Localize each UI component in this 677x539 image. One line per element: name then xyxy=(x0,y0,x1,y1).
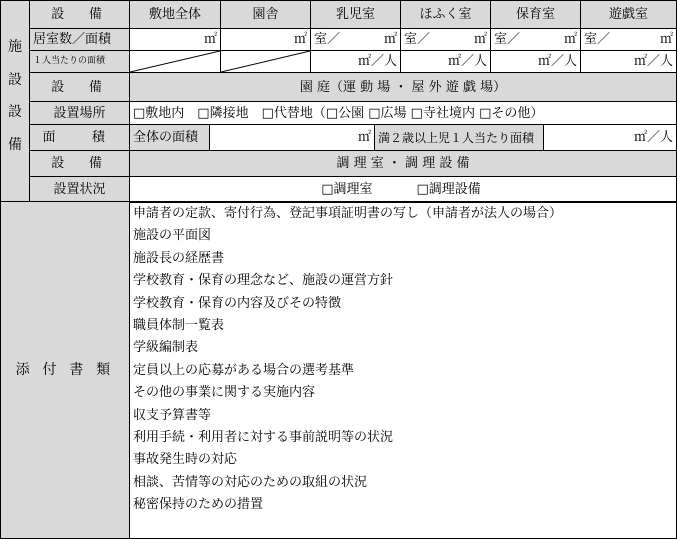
attachment-item: 利用手続・利用者に対する事前説明等の状況 xyxy=(133,429,394,445)
building-per-person-diagonal xyxy=(220,50,311,73)
attachment-item: 申請者の定款、寄付行為、登記事項証明書の写し（申請者が法人の場合） xyxy=(133,206,563,221)
kitchen-status-label: 設置状況 xyxy=(29,176,130,202)
garden-per-child-area-label: 満２歳以上児１人当たり面積 xyxy=(374,124,544,151)
garden-total-area-label: 全体の面積 xyxy=(129,124,210,151)
garden-location-label: 設置場所 xyxy=(29,101,130,125)
attachment-item: 事故発生時の対応 xyxy=(133,452,238,468)
attachment-item: 施設長の経歴書 xyxy=(133,250,225,266)
attachment-item: 相談、苦情等の対応のための取組の状況 xyxy=(133,474,368,490)
attachments-label: 添 付 書 類 xyxy=(0,201,130,539)
col-header-building: 園舎 xyxy=(220,0,311,29)
garden-location-options[interactable]: □敷地内 □隣接地 □代替地（□公園 □広場 □寺社境内 □その他） xyxy=(129,101,677,125)
garden-title: 園 庭（運 動 場 ・ 屋 外 遊 戯 場） xyxy=(129,72,677,102)
unit-sqm: ㎡ xyxy=(563,32,577,47)
unit-room: 室／ xyxy=(494,32,521,47)
diagonal-line xyxy=(130,51,220,72)
unit-per-person: ㎡／人 xyxy=(633,130,673,145)
garden-header-label: 設 備 xyxy=(29,72,130,102)
unit-per-person: ㎡／人 xyxy=(447,54,487,69)
nursery-room-per-person-cell[interactable] xyxy=(490,50,581,73)
attachment-item: 施設の平面図 xyxy=(133,228,212,244)
attachment-item: 学校教育・保育の内容及びその特徴 xyxy=(133,295,342,311)
attachment-item: 学校教育・保育の理念など、施設の運営方針 xyxy=(133,273,394,289)
room-count-area-label: 居室数／面積 xyxy=(29,28,130,51)
garden-per-child-area-cell[interactable] xyxy=(543,124,677,151)
attachment-item: 職員体制一覧表 xyxy=(133,317,225,333)
col-header-crawling-room: ほふく室 xyxy=(400,0,491,29)
unit-per-person: ㎡／人 xyxy=(537,54,577,69)
facility-label-char: 備 xyxy=(8,136,22,153)
facility-section-label xyxy=(0,0,30,202)
garden-total-area-cell[interactable] xyxy=(209,124,375,151)
facility-label-char: 施 xyxy=(8,39,22,56)
col-header-site: 敷地全体 xyxy=(129,0,221,29)
facility-label-char: 設 xyxy=(8,104,22,121)
playroom-per-person-cell[interactable] xyxy=(580,50,677,73)
unit-sqm: ㎡ xyxy=(473,32,487,47)
building-area-cell[interactable] xyxy=(220,28,311,51)
playroom-count-area-cell[interactable] xyxy=(580,28,677,51)
crawling-room-per-person-cell[interactable] xyxy=(400,50,491,73)
col-header-infant-room: 乳児室 xyxy=(310,0,401,29)
attachments-list xyxy=(129,202,677,539)
attachment-item: 学級編制表 xyxy=(133,340,199,356)
nursery-room-count-area-cell[interactable] xyxy=(490,28,581,51)
unit-room: 室／ xyxy=(404,32,431,47)
unit-sqm: ㎡ xyxy=(293,32,307,47)
col-header-nursery-room: 保育室 xyxy=(490,0,581,29)
unit-sqm: ㎡ xyxy=(203,32,217,47)
per-person-area-label: １人当たりの面積 xyxy=(29,50,130,73)
attachment-item: 定員以上の応募がある場合の選考基準 xyxy=(133,362,355,378)
unit-per-person: ㎡／人 xyxy=(633,54,673,69)
garden-area-label: 面 積 xyxy=(29,124,130,151)
crawling-room-count-area-cell[interactable] xyxy=(400,28,491,51)
infant-room-count-area-cell[interactable] xyxy=(310,28,401,51)
attachment-item: その他の事業に関する実施内容 xyxy=(133,385,316,401)
facility-label-char: 設 xyxy=(8,71,22,88)
site-per-person-diagonal xyxy=(129,50,221,73)
site-area-cell[interactable] xyxy=(129,28,221,51)
unit-sqm: ㎡ xyxy=(659,32,673,47)
kitchen-header-label: 設 備 xyxy=(29,150,130,177)
kitchen-room-checkbox[interactable]: □調理室 xyxy=(321,181,373,197)
attachment-item: 収支予算書等 xyxy=(133,407,212,423)
unit-per-person: ㎡／人 xyxy=(357,54,397,69)
infant-room-per-person-cell[interactable] xyxy=(310,50,401,73)
kitchen-equipment-checkbox[interactable]: □調理設備 xyxy=(416,181,481,197)
unit-room: 室／ xyxy=(584,32,611,47)
diagonal-line xyxy=(221,51,310,72)
attachment-item: 秘密保持のための措置 xyxy=(133,497,264,513)
col-header-playroom: 遊戯室 xyxy=(580,0,677,29)
unit-room: 室／ xyxy=(314,32,341,47)
unit-sqm: ㎡ xyxy=(357,130,371,145)
unit-sqm: ㎡ xyxy=(383,32,397,47)
rooms-header-label: 設 備 xyxy=(29,0,130,29)
kitchen-status-options[interactable] xyxy=(129,176,677,202)
kitchen-title: 調 理 室 ・ 調 理 設 備 xyxy=(129,150,677,177)
